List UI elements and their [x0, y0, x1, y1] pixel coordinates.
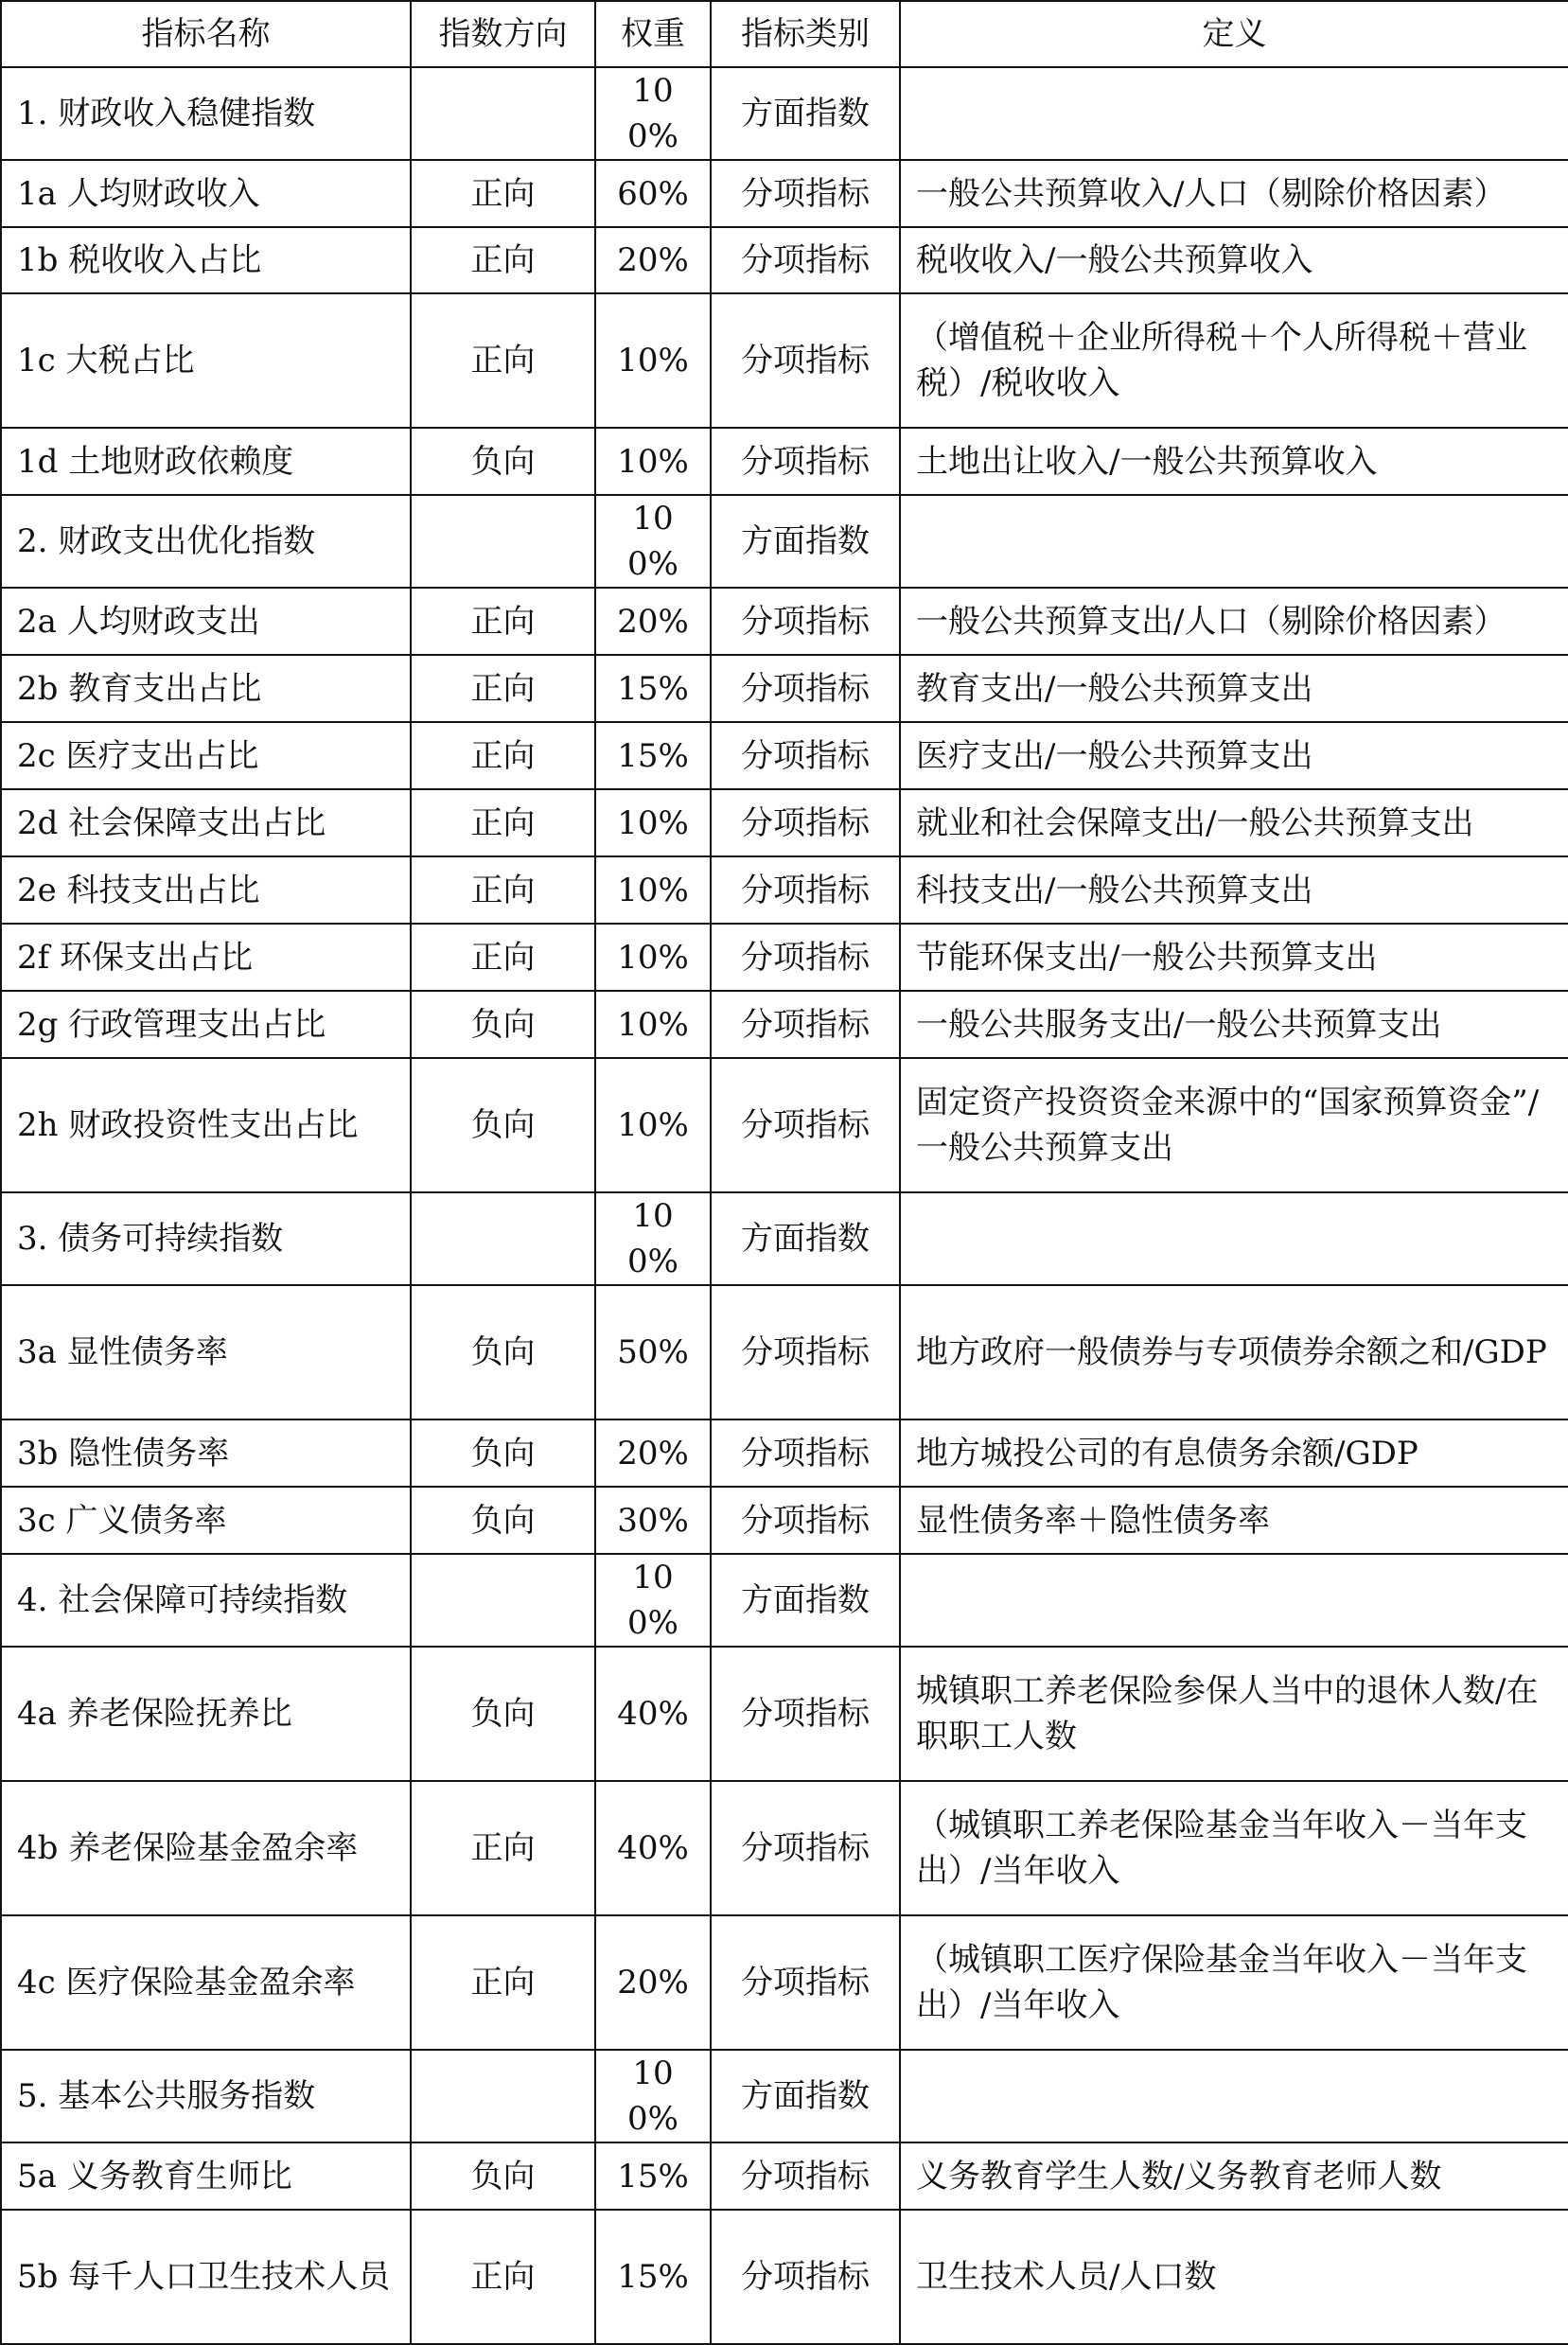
- direction-cell: [411, 495, 595, 588]
- table-row: [1, 2210, 1568, 2344]
- indicator-name-cell: 3b 隐性债务率: [1, 1419, 411, 1487]
- weight-cell: 10%: [595, 293, 711, 428]
- definition-cell: （城镇职工养老保险基金当年收入－当年支出）/当年收入: [900, 1781, 1568, 1915]
- indicator-name-cell: 3. 债务可持续指数: [1, 1192, 411, 1285]
- weight-cell: 15%: [595, 722, 711, 789]
- category-cell: 分项指标: [711, 1058, 900, 1192]
- weight-cell: 20%: [595, 227, 711, 293]
- weight-cell: 100%: [595, 1192, 711, 1285]
- category-cell: 分项指标: [711, 1419, 900, 1487]
- weight-cell: 15%: [595, 2142, 711, 2210]
- indicator-name-cell: 4. 社会保障可持续指数: [1, 1554, 411, 1647]
- weight-cell: 20%: [595, 1915, 711, 2050]
- direction-cell: 正向: [411, 856, 595, 924]
- definition-cell: 医疗支出/一般公共预算支出: [900, 722, 1568, 789]
- table-row: [1, 160, 1568, 227]
- direction-cell: 正向: [411, 588, 595, 655]
- table-row: [1, 1285, 1568, 1419]
- direction-cell: 正向: [411, 227, 595, 293]
- direction-cell: [411, 2050, 595, 2142]
- indicator-name-cell: 2c 医疗支出占比: [1, 722, 411, 789]
- definition-cell: [900, 2050, 1568, 2142]
- weight-cell: 60%: [595, 160, 711, 227]
- definition-cell: 一般公共预算支出/人口（剔除价格因素）: [900, 588, 1568, 655]
- indicator-name-cell: 2a 人均财政支出: [1, 588, 411, 655]
- table-row: [1, 924, 1568, 991]
- category-cell: 分项指标: [711, 160, 900, 227]
- definition-cell: 税收收入/一般公共预算收入: [900, 227, 1568, 293]
- weight-cell: 40%: [595, 1647, 711, 1781]
- definition-cell: 义务教育学生人数/义务教育老师人数: [900, 2142, 1568, 2210]
- category-cell: 分项指标: [711, 1285, 900, 1419]
- category-cell: 方面指数: [711, 495, 900, 588]
- indicator-name-cell: 1a 人均财政收入: [1, 160, 411, 227]
- table-row: [1, 991, 1568, 1058]
- indicator-name-cell: 2h 财政投资性支出占比: [1, 1058, 411, 1192]
- definition-cell: 就业和社会保障支出/一般公共预算支出: [900, 789, 1568, 856]
- definition-cell: [900, 1554, 1568, 1647]
- definition-cell: 科技支出/一般公共预算支出: [900, 856, 1568, 924]
- category-cell: 分项指标: [711, 2210, 900, 2344]
- weight-cell: 100%: [595, 1554, 711, 1647]
- table-row: [1, 67, 1568, 160]
- weight-cell: 10%: [595, 991, 711, 1058]
- direction-cell: [411, 1192, 595, 1285]
- direction-cell: 负向: [411, 1058, 595, 1192]
- indicator-name-cell: 4b 养老保险基金盈余率: [1, 1781, 411, 1915]
- indicator-name-cell: 2b 教育支出占比: [1, 655, 411, 722]
- definition-cell: 土地出让收入/一般公共预算收入: [900, 428, 1568, 495]
- weight-cell: 40%: [595, 1781, 711, 1915]
- direction-cell: 正向: [411, 722, 595, 789]
- table-row: [1, 2142, 1568, 2210]
- category-cell: 方面指数: [711, 67, 900, 160]
- weight-cell: 10%: [595, 789, 711, 856]
- definition-cell: 地方政府一般债券与专项债券余额之和/GDP: [900, 1285, 1568, 1419]
- indicator-name-cell: 5b 每千人口卫生技术人员: [1, 2210, 411, 2344]
- direction-cell: 负向: [411, 2142, 595, 2210]
- indicator-name-cell: 1. 财政收入稳健指数: [1, 67, 411, 160]
- header-weight: 权重: [595, 1, 711, 67]
- table-row: [1, 1419, 1568, 1487]
- category-cell: 方面指数: [711, 1554, 900, 1647]
- indicator-name-cell: 4a 养老保险抚养比: [1, 1647, 411, 1781]
- indicator-name-cell: 2d 社会保障支出占比: [1, 789, 411, 856]
- direction-cell: 正向: [411, 1781, 595, 1915]
- indicator-name-cell: 5a 义务教育生师比: [1, 2142, 411, 2210]
- category-cell: 分项指标: [711, 722, 900, 789]
- indicator-name-cell: 2f 环保支出占比: [1, 924, 411, 991]
- category-cell: 分项指标: [711, 789, 900, 856]
- weight-cell: 20%: [595, 588, 711, 655]
- weight-cell: 100%: [595, 2050, 711, 2142]
- header-indicator-name: 指标名称: [1, 1, 411, 67]
- direction-cell: [411, 67, 595, 160]
- weight-cell: 100%: [595, 67, 711, 160]
- category-cell: 分项指标: [711, 588, 900, 655]
- definition-cell: [900, 67, 1568, 160]
- category-cell: 分项指标: [711, 924, 900, 991]
- definition-cell: 一般公共服务支出/一般公共预算支出: [900, 991, 1568, 1058]
- indicator-name-cell: 1b 税收收入占比: [1, 227, 411, 293]
- weight-cell: 15%: [595, 2210, 711, 2344]
- table-row: [1, 1554, 1568, 1647]
- indicator-name-cell: 3a 显性债务率: [1, 1285, 411, 1419]
- indicator-name-cell: 1c 大税占比: [1, 293, 411, 428]
- weight-cell: 10%: [595, 428, 711, 495]
- table-row: [1, 428, 1568, 495]
- indicator-name-cell: 4c 医疗保险基金盈余率: [1, 1915, 411, 2050]
- weight-cell: 100%: [595, 495, 711, 588]
- table-row: [1, 2050, 1568, 2142]
- definition-cell: 固定资产投资资金来源中的“国家预算资金”/一般公共预算支出: [900, 1058, 1568, 1192]
- category-cell: 分项指标: [711, 991, 900, 1058]
- table-row: [1, 789, 1568, 856]
- direction-cell: 正向: [411, 789, 595, 856]
- direction-cell: 负向: [411, 991, 595, 1058]
- direction-cell: [411, 1554, 595, 1647]
- direction-cell: 负向: [411, 1487, 595, 1554]
- definition-cell: 地方城投公司的有息债务余额/GDP: [900, 1419, 1568, 1487]
- indicator-name-cell: 2g 行政管理支出占比: [1, 991, 411, 1058]
- definition-cell: [900, 1192, 1568, 1285]
- direction-cell: 正向: [411, 160, 595, 227]
- definition-cell: （增值税＋企业所得税＋个人所得税＋营业税）/税收收入: [900, 293, 1568, 428]
- table-row: [1, 495, 1568, 588]
- table-body: [1, 67, 1568, 2344]
- table-row: [1, 1781, 1568, 1915]
- weight-cell: 20%: [595, 1419, 711, 1487]
- category-cell: 方面指数: [711, 1192, 900, 1285]
- header-definition: 定义: [900, 1, 1568, 67]
- table-row: [1, 1487, 1568, 1554]
- table-row: [1, 856, 1568, 924]
- indicator-name-cell: 3c 广义债务率: [1, 1487, 411, 1554]
- definition-cell: 城镇职工养老保险参保人当中的退休人数/在职职工人数: [900, 1647, 1568, 1781]
- table-row: [1, 293, 1568, 428]
- table-row: [1, 227, 1568, 293]
- indicator-name-cell: 5. 基本公共服务指数: [1, 2050, 411, 2142]
- direction-cell: 正向: [411, 293, 595, 428]
- direction-cell: 正向: [411, 2210, 595, 2344]
- table-row: [1, 722, 1568, 789]
- direction-cell: 正向: [411, 655, 595, 722]
- weight-cell: 15%: [595, 655, 711, 722]
- definition-cell: （城镇职工医疗保险基金当年收入－当年支出）/当年收入: [900, 1915, 1568, 2050]
- category-cell: 分项指标: [711, 655, 900, 722]
- table-row: [1, 1915, 1568, 2050]
- direction-cell: 负向: [411, 428, 595, 495]
- indicator-name-cell: 2e 科技支出占比: [1, 856, 411, 924]
- weight-cell: 30%: [595, 1487, 711, 1554]
- category-cell: 分项指标: [711, 227, 900, 293]
- table-row: [1, 1647, 1568, 1781]
- direction-cell: 正向: [411, 1915, 595, 2050]
- category-cell: 分项指标: [711, 428, 900, 495]
- weight-cell: 50%: [595, 1285, 711, 1419]
- definition-cell: 节能环保支出/一般公共预算支出: [900, 924, 1568, 991]
- category-cell: 分项指标: [711, 2142, 900, 2210]
- direction-cell: 正向: [411, 924, 595, 991]
- weight-cell: 10%: [595, 856, 711, 924]
- category-cell: 分项指标: [711, 293, 900, 428]
- weight-cell: 10%: [595, 924, 711, 991]
- indicator-name-cell: 1d 土地财政依赖度: [1, 428, 411, 495]
- header-category: 指标类别: [711, 1, 900, 67]
- category-cell: 分项指标: [711, 1781, 900, 1915]
- definition-cell: 显性债务率＋隐性债务率: [900, 1487, 1568, 1554]
- direction-cell: 负向: [411, 1285, 595, 1419]
- category-cell: 方面指数: [711, 2050, 900, 2142]
- category-cell: 分项指标: [711, 856, 900, 924]
- table-row: [1, 1192, 1568, 1285]
- table-row: [1, 655, 1568, 722]
- definition-cell: 卫生技术人员/人口数: [900, 2210, 1568, 2344]
- table-row: [1, 1058, 1568, 1192]
- definition-cell: 一般公共预算收入/人口（剔除价格因素）: [900, 160, 1568, 227]
- indicator-name-cell: 2. 财政支出优化指数: [1, 495, 411, 588]
- weight-cell: 10%: [595, 1058, 711, 1192]
- header-row: [1, 1, 1568, 67]
- definition-cell: 教育支出/一般公共预算支出: [900, 655, 1568, 722]
- table-row: [1, 588, 1568, 655]
- definition-cell: [900, 495, 1568, 588]
- category-cell: 分项指标: [711, 1915, 900, 2050]
- direction-cell: 负向: [411, 1647, 595, 1781]
- category-cell: 分项指标: [711, 1647, 900, 1781]
- header-direction: 指数方向: [411, 1, 595, 67]
- direction-cell: 负向: [411, 1419, 595, 1487]
- category-cell: 分项指标: [711, 1487, 900, 1554]
